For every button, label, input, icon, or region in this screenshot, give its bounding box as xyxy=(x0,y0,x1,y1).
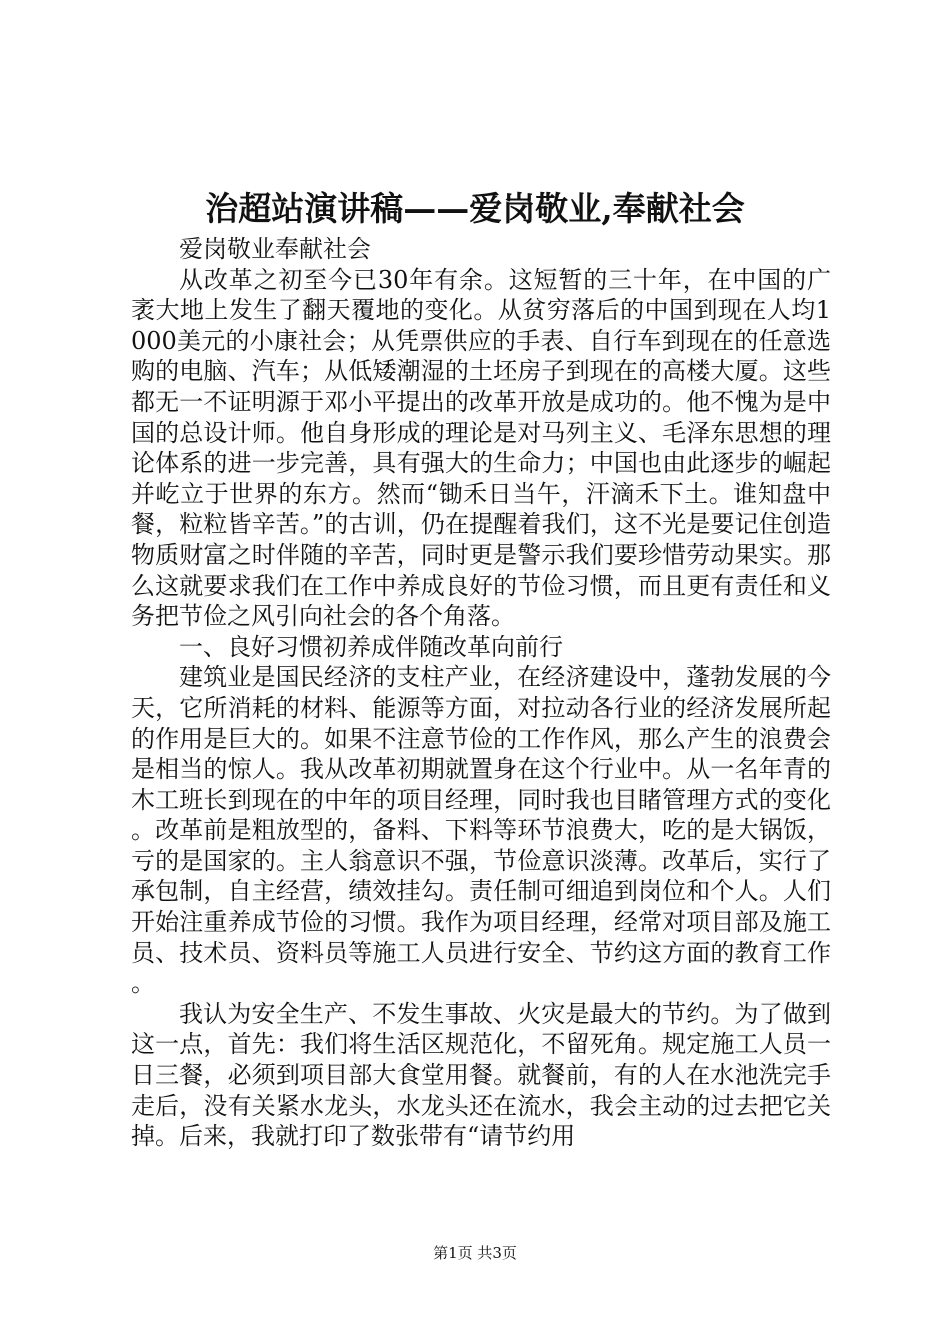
body-paragraph: 从改革之初至今已30年有余。这短暂的三十年，在中国的广袤大地上发生了翻天覆地的变化。从贫穷落后的中国到现在人均1000美元的小康社会；从凭票供应的手表、自行车到现在的任意选购的电脑、汽车；从低矮潮湿的土坯房子到现在的高楼大厦。这些都无一不证明源于邓小平提出的改革开放是成功的。他不愧为是中国的总设计师。他自身形成的理论是对马列主义、毛泽东思想的理论体系的进一步完善，具有强大的生命力；中国也由此逐步的崛起并屹立于世界的东方。然而“锄禾日当午，汗滴禾下土。谁知盘中餐，粒粒皆辛苦。”的古训，仍在提醒着我们，这不光是要记住创造物质财富之时伴随的辛苦，同时更是警示我们要珍惜劳动果实。那么这就要求我们在工作中养成良好的节俭习惯，而且更有责任和义务把节俭之风引向社会的各个角落。 xyxy=(131,265,831,631)
body-paragraph: 我认为安全生产、不发生事故、火灾是最大的节约。为了做到这一点，首先：我们将生活区规范化，不留死角。规定施工人员一日三餐，必须到项目部大食堂用餐。就餐前，有的人在水池洗完手走后，没有关紧水龙头，水龙头还在流水，我会主动的过去把它关掉。后来，我就打印了数张带有“请节约用 xyxy=(131,999,831,1151)
page-footer: 第1页 共3页 xyxy=(433,1244,517,1262)
body-paragraph: 建筑业是国民经济的支柱产业，在经济建设中，蓬勃发展的今天，它所消耗的材料、能源等方面，对拉动各行业的经济发展所起的作用是巨大的。如果不注意节俭的工作作风，那么产生的浪费会是相当的惊人。我从改革初期就置身在这个行业中。从一名年青的木工班长到现在的中年的项目经理，同时我也目睹管理方式的变化。改革前是粗放型的，备料、下料等环节浪费大，吃的是大锅饭，亏的是国家的。主人翁意识不强，节俭意识淡薄。改革后，实行了承包制，自主经营，绩效挂勾。责任制可细追到岗位和个人。人们开始注重养成节俭的习惯。我作为项目经理，经常对项目部及施工员、技术员、资料员等施工人员进行安全、节约这方面的教育工作。 xyxy=(131,663,831,998)
document-title: 治超站演讲稿——爱岗敬业,奉献社会 xyxy=(205,189,745,228)
subtitle-paragraph: 爱岗敬业奉献社会 xyxy=(179,235,371,263)
section-heading: 一、良好习惯初养成伴随改革向前行 xyxy=(179,632,563,661)
document-body xyxy=(131,234,831,1152)
